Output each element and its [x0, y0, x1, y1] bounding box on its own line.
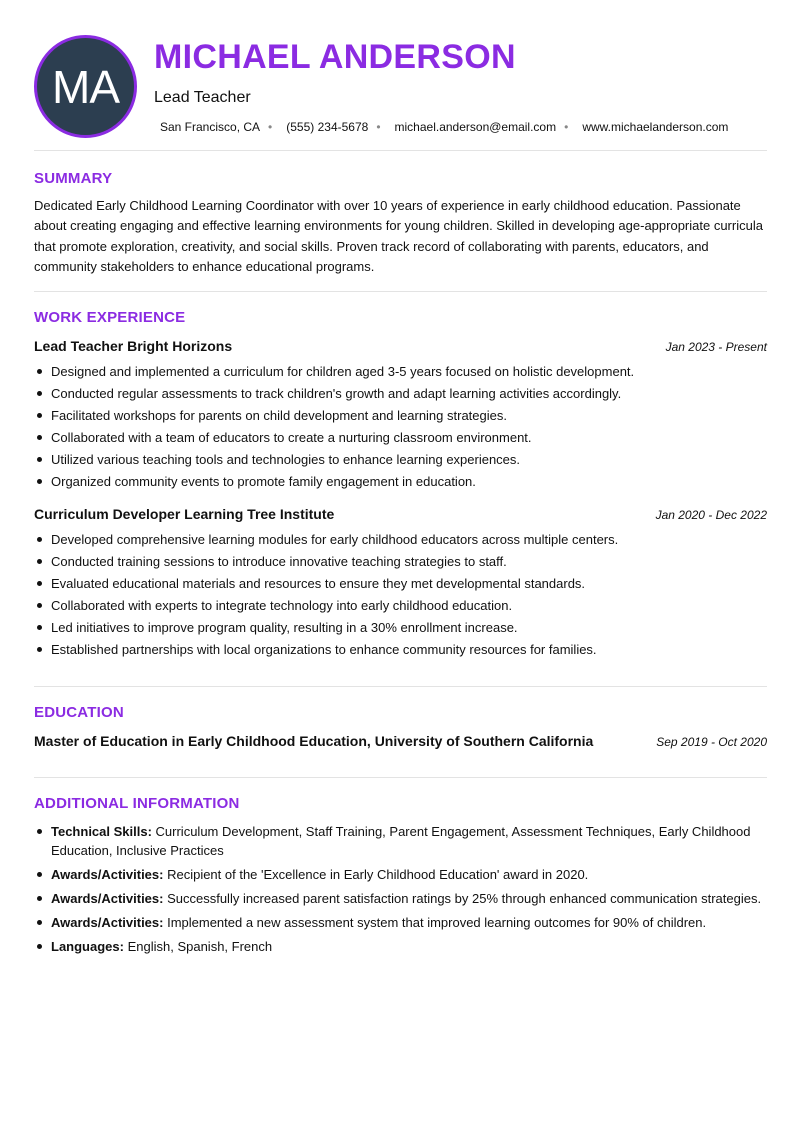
list-item: Conducted regular assessments to track children's growth and adapt learning activities accordingly. — [34, 384, 767, 403]
separator-dot: • — [268, 120, 273, 134]
item-text: Curriculum Development, Staff Training, Parent Engagement, Assessment Techniques, Early Childhood Education, Inclusive Practices — [51, 824, 751, 858]
item-label: Awards/Activities: — [51, 891, 164, 906]
job-dates: Jan 2020 - Dec 2022 — [655, 508, 767, 522]
summary-heading: SUMMARY — [34, 170, 113, 187]
job-bullets — [34, 530, 767, 662]
separator-dot: • — [376, 120, 381, 134]
list-item: Utilized various teaching tools and technologies to enhance learning experiences. — [34, 450, 767, 469]
item-label: Awards/Activities: — [51, 915, 164, 930]
list-item: Established partnerships with local organizations to enhance community resources for families. — [34, 640, 767, 659]
divider — [34, 686, 767, 687]
item-text: Successfully increased parent satisfaction ratings by 25% through enhanced communication strategies. — [163, 891, 762, 906]
job-title: Curriculum Developer Learning Tree Institute — [34, 506, 335, 522]
contact-website[interactable]: www.michaelanderson.com — [582, 120, 729, 134]
job-bullets — [34, 362, 767, 494]
item-text: Implemented a new assessment system that improved learning outcomes for 90% of children. — [163, 915, 707, 930]
list-item: Designed and implemented a curriculum for children aged 3-5 years focused on holistic development. — [34, 362, 767, 381]
avatar-initials: MA — [34, 35, 137, 138]
divider — [34, 777, 767, 778]
contact-email[interactable]: michael.anderson@email.com — [394, 120, 557, 134]
education-entry — [34, 733, 767, 749]
list-item: Collaborated with experts to integrate technology into early childhood education. — [34, 596, 767, 615]
candidate-title: Lead Teacher — [154, 89, 251, 106]
work-heading: WORK EXPERIENCE — [34, 309, 186, 326]
degree: Master of Education in Early Childhood Education, University of Southern California — [34, 733, 594, 749]
list-item: Facilitated workshops for parents on child development and learning strategies. — [34, 406, 767, 425]
list-item: Evaluated educational materials and resources to ensure they met developmental standards. — [34, 574, 767, 593]
list-item: Organized community events to promote family engagement in education. — [34, 472, 767, 491]
additional-list — [34, 822, 767, 961]
job-header — [34, 338, 767, 354]
education-dates: Sep 2019 - Oct 2020 — [656, 735, 767, 749]
separator-dot: • — [564, 120, 569, 134]
list-item — [34, 937, 767, 956]
item-label: Technical Skills: — [51, 824, 152, 839]
job-title: Lead Teacher Bright Horizons — [34, 338, 233, 354]
item-label: Languages: — [51, 939, 124, 954]
item-label: Awards/Activities: — [51, 867, 164, 882]
list-item — [34, 865, 767, 884]
job-header — [34, 506, 767, 522]
list-item: Conducted training sessions to introduce innovative teaching strategies to staff. — [34, 552, 767, 571]
list-item — [34, 889, 767, 908]
list-item: Developed comprehensive learning modules for early childhood educators across multiple centers. — [34, 530, 767, 549]
divider — [34, 150, 767, 151]
candidate-name: MICHAEL ANDERSON — [154, 38, 516, 76]
list-item — [34, 822, 767, 860]
list-item — [34, 913, 767, 932]
item-text: English, Spanish, French — [123, 939, 273, 954]
list-item: Collaborated with a team of educators to create a nurturing classroom environment. — [34, 428, 767, 447]
contact-line — [160, 120, 728, 134]
summary-text: Dedicated Early Childhood Learning Coordinator with over 10 years of experience in early childhood education. Passionate about creating engaging and effective learning environments for young children. Skilled in developing age-appropriate curricula that promote exploration, creativity, and social skills. Proven track record of collaborating with parents, educators, and community stakeholders to enhance educational programs. — [34, 198, 763, 274]
list-item: Led initiatives to improve program quality, resulting in a 30% enrollment increase. — [34, 618, 767, 637]
divider — [34, 291, 767, 292]
item-text: Recipient of the 'Excellence in Early Childhood Education' award in 2020. — [163, 867, 589, 882]
contact-location: San Francisco, CA — [160, 120, 261, 134]
contact-phone: (555) 234-5678 — [286, 120, 369, 134]
education-heading: EDUCATION — [34, 704, 124, 721]
job-dates: Jan 2023 - Present — [665, 340, 767, 354]
additional-heading: ADDITIONAL INFORMATION — [34, 795, 240, 812]
